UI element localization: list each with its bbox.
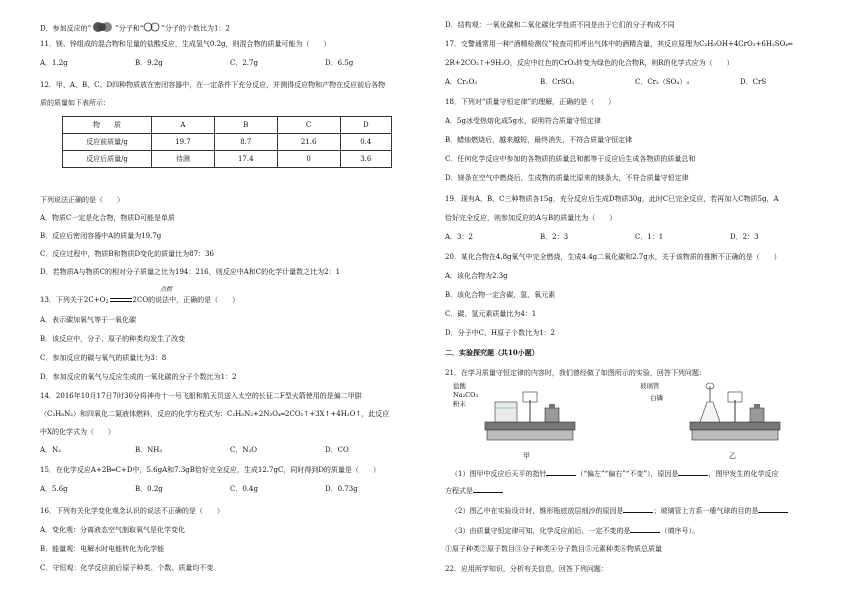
q21-part3	[451, 526, 699, 536]
table-cell: 3.6	[340, 151, 391, 168]
q20-option-a: A．该化合物为2.3g	[445, 272, 508, 280]
q19-line1: 19．现有A、B、C三种物质各15g，充分反应后生成D物质30g，此时C已完全反应，若再加入C物质5g，A	[445, 195, 779, 203]
q21-part1-line2	[445, 486, 503, 496]
q13-option-c: C．参加反应的碳与氧气的质量比为3：8	[40, 354, 167, 362]
q21-choices: ①原子种类②原子数目③分子种类④分子数目⑤元素种类⑥物质总质量	[445, 545, 662, 553]
table-cell: 0.4	[340, 134, 391, 151]
q13-option-a: A．表示碳加氧气等于一氧化碳	[40, 316, 137, 324]
q13-text	[40, 296, 239, 305]
q15-line1: 15．在化学反应A+2B═C+D中，5.6gA和7.3gB恰好完全反应，生成12.7gC，同时得到D的质量是（ ）	[40, 466, 380, 474]
q17-line1: 17．交警通常用一种“酒精检测仪”检查司机呼出气体中的酒精含量，其反应原理为C₂H₅OH+4CrO₃+6H₂SO₄═	[445, 40, 793, 48]
q15-option-d: D．0.73g	[325, 485, 358, 493]
q15-option-a: A．5.6g	[40, 485, 68, 493]
q12-option-b: B．反应后密闭容器中A的质量为19.7g	[40, 232, 162, 240]
q13-condition: 点燃	[160, 286, 173, 293]
q21-p2b: ；玻璃管上方系一瘪气球的目的是	[653, 507, 759, 515]
q14-option-d: D．CO	[325, 446, 349, 454]
table-header-cell: A	[152, 117, 215, 134]
q19-option-b: B．2：3	[540, 233, 569, 241]
q19-option-d: D．2：3	[730, 233, 759, 241]
q12-line1: 12．甲、A、B、C、D四种物质放在密闭容器中，在一定条件下充分反应，并测得反应物和产物在反应前后各物	[40, 81, 386, 89]
q21-p1c: ，图甲发生的化学反应	[708, 470, 779, 478]
q18-option-b: B．蜡烛燃烧后，越来越短，最终消失，不符合质量守恒定律	[445, 136, 633, 144]
table-cell: 19.7	[152, 134, 215, 151]
table-cell: 反应前质量/g	[63, 134, 152, 151]
answer-blank[interactable]	[678, 469, 708, 476]
q21-p3b: （填序号）。	[660, 527, 699, 535]
q20-line1: 20．某化合物在4.8g氧气中完全燃烧，生成4.4g二氧化碳和2.7g水，关于该物质的推断不正确的是（ ）	[445, 253, 781, 261]
q21-part2	[451, 506, 788, 516]
q21-p3a: （3）由质量守恒定律可知，化学反应前后，一定不变的是	[451, 527, 631, 535]
q21-p1a: （1）图甲中反应后天平的指针	[451, 470, 547, 478]
q18-option-a: A．5g冰受热熔化成5g水，说明符合质量守恒定律	[445, 117, 601, 125]
q14-line3: 中X的化学式为（ ）	[40, 428, 115, 436]
q18-option-d: D．镁条在空气中燃烧后，生成物的质量比原来的镁条大，不符合质量守恒定律	[445, 174, 689, 182]
label-na2co3: Na₂CO₃	[453, 391, 479, 399]
q20-option-b: B．该化合物一定含碳、氢、氧元素	[445, 291, 556, 299]
answer-blank[interactable]	[630, 526, 660, 533]
q12-option-a: A．物质C一定是化合物，物质D可能是单质	[40, 214, 176, 222]
q17-option-a: A．Cr₂O₃	[445, 78, 478, 86]
table-cell: 0	[277, 151, 340, 168]
table-cell: 21.6	[277, 134, 340, 151]
q19-option-c: C．1：1	[635, 233, 664, 241]
q20-option-c: C．碳、氢元素质量比为4：1	[445, 310, 537, 318]
q10d-text: D．参加反应的“	[40, 24, 92, 33]
label-hcl: 盐酸	[453, 382, 466, 390]
table-cell: 待测	[152, 151, 215, 168]
q10d-mid: ”分子和“	[115, 24, 144, 33]
q13-pre: 13．下列关于2C+O	[40, 296, 106, 304]
table-cell: 反应后质量/g	[63, 151, 152, 168]
table-row	[63, 151, 392, 168]
q19-option-a: A．3：2	[445, 233, 473, 241]
balance-jia	[485, 392, 575, 440]
label-powder: 粉末	[453, 400, 466, 408]
section-heading: 二．实验探究题（共10小题）	[445, 348, 539, 357]
q12-intro: 下列说法正确的是（ ）	[40, 196, 124, 204]
q21-p1d: 方程式是	[445, 487, 473, 495]
q16-option-d: D．结构观：一氧化碳和二氧化碳化学性质不同是由于它们的分子构成不同	[445, 21, 675, 29]
q15-option-c: C．0.4g	[230, 485, 258, 493]
q12-table	[62, 116, 392, 168]
q16-option-c: C．守恒观：化学反应前后原子种类、个数、质量均不变	[40, 564, 214, 572]
molecule-hollow-icon	[143, 22, 161, 35]
molecule-filled-icon	[91, 21, 115, 36]
q13-post: 2CO的说法中，正确的是（ ）	[132, 296, 240, 304]
label-jia: 甲	[523, 452, 530, 460]
q16-option-b: B．能量观：电解水时电能转化为化学能	[40, 545, 165, 553]
label-yi: 乙	[729, 452, 736, 460]
q21-p2a: （2）图乙中在实验设计时，锥形瓶底放层细沙的原因是	[451, 507, 624, 515]
table-header-cell: 物 质	[63, 117, 152, 134]
q17-option-b: B．CrSO₃	[540, 78, 575, 86]
q14-line2: （C₂H₈N₂）和四氧化二氮液体燃料，反应的化学方程式为：C₂H₈N₂+2N₂O₄═2CO₂↑+3X↑+4H₂O↑，此反应	[40, 410, 390, 418]
q12-option-d: D．若物质A与物质C的相对分子质量之比为194：216，则反应中A和C的化学计量数之比为2：1	[40, 268, 341, 276]
q14-option-b: B．NH₃	[135, 446, 163, 454]
q11-option-a: A．1.2g	[40, 59, 68, 67]
q21-part1-line1	[451, 469, 778, 479]
q13-o2-sub: 2	[105, 299, 109, 305]
balance-apparatus-diagram	[445, 382, 825, 448]
q16-option-a: A．变化观：分离液态空气制取氧气是化学变化	[40, 526, 186, 534]
q10-option-d	[40, 21, 230, 36]
q12-line2: 质的质量如下表所示：	[40, 99, 110, 107]
table-header-cell: B	[214, 117, 277, 134]
q10d-end: ”分子的个数比为1：2	[161, 24, 230, 33]
q20-option-d: D．分子中C、H原子个数比为1：2	[445, 329, 555, 337]
equals-line-icon	[110, 298, 132, 302]
q21-figure	[445, 382, 825, 448]
q14-option-a: A．N₂	[40, 446, 61, 454]
q19-line2: 恰好完全反应，则参加反应的A与B的质量比为（ ）	[445, 214, 617, 222]
answer-blank[interactable]	[758, 506, 788, 513]
table-header-row	[63, 117, 392, 134]
q12-option-c: C．反应过程中，物质B和物质D变化的质量比为87：36	[40, 250, 214, 258]
q15-option-b: B．0.2g	[135, 485, 163, 493]
q11-option-d: D．6.5g	[325, 59, 354, 67]
q16-line1: 16．下列有关化学变化观念认识的说法不正确的是（ ）	[40, 507, 224, 515]
balance-yi	[690, 383, 780, 440]
q14-option-c: C．N₂O	[230, 446, 258, 454]
q21-p1b: （“偏左”“偏右”“不变”），原因是	[576, 470, 679, 478]
answer-blank[interactable]	[623, 506, 653, 513]
q18-option-c: C．任何化学反应中参加的各物质的质量总和都等于反应后生成各物质的质量总和	[445, 155, 696, 163]
q17-option-d: D．CrS	[740, 78, 767, 86]
q14-line1: 14．2016年10月17日7时30分将神舟十一号飞船和航天员送入太空的长征二F型火箭使用的是偏二甲肼	[40, 392, 362, 400]
q11-text: 11．镁、锌组成的混合物和足量的盐酸反应，生成氢气0.2g，则混合物的质量可能为（ ）	[40, 40, 331, 48]
answer-blank[interactable]	[473, 486, 503, 493]
table-row	[63, 134, 392, 151]
table-header-cell: C	[277, 117, 340, 134]
q21-line1: 21．在学习质量守恒定律的内容时，我们曾经做了如图所示的实验，回答下列问题：	[445, 369, 706, 377]
q18-line1: 18．下列对“质量守恒定律”的理解，正确的是（ ）	[445, 98, 616, 106]
q17-line2: 2R+2CO₂↑+9H₂O，反应中红色的CrO₃转变为绿色的化合物R，则R的化学式应为（ ）	[445, 59, 734, 67]
table-header-cell: D	[340, 117, 391, 134]
q17-option-c: C．Cr₂（SO₄）₃	[635, 78, 690, 86]
q11-option-c: C．2.7g	[230, 59, 258, 67]
label-glass-tube: 玻璃管	[640, 382, 660, 390]
label-white-phosphorus: 白磷	[650, 394, 663, 402]
q13-option-b: B．该反应中，分子、原子的种类均发生了改变	[40, 335, 186, 343]
q22-text: 22．应用所学知识，分析有关信息，回答下列问题：	[445, 565, 608, 573]
q11-option-b: B．9.2g	[135, 59, 163, 67]
table-cell: 8.7	[214, 134, 277, 151]
answer-blank[interactable]	[546, 469, 576, 476]
table-cell: 17.4	[214, 151, 277, 168]
q13-option-d: D．参加反应的氧气与反应生成的一氧化碳的分子个数比为1：2	[40, 373, 237, 381]
